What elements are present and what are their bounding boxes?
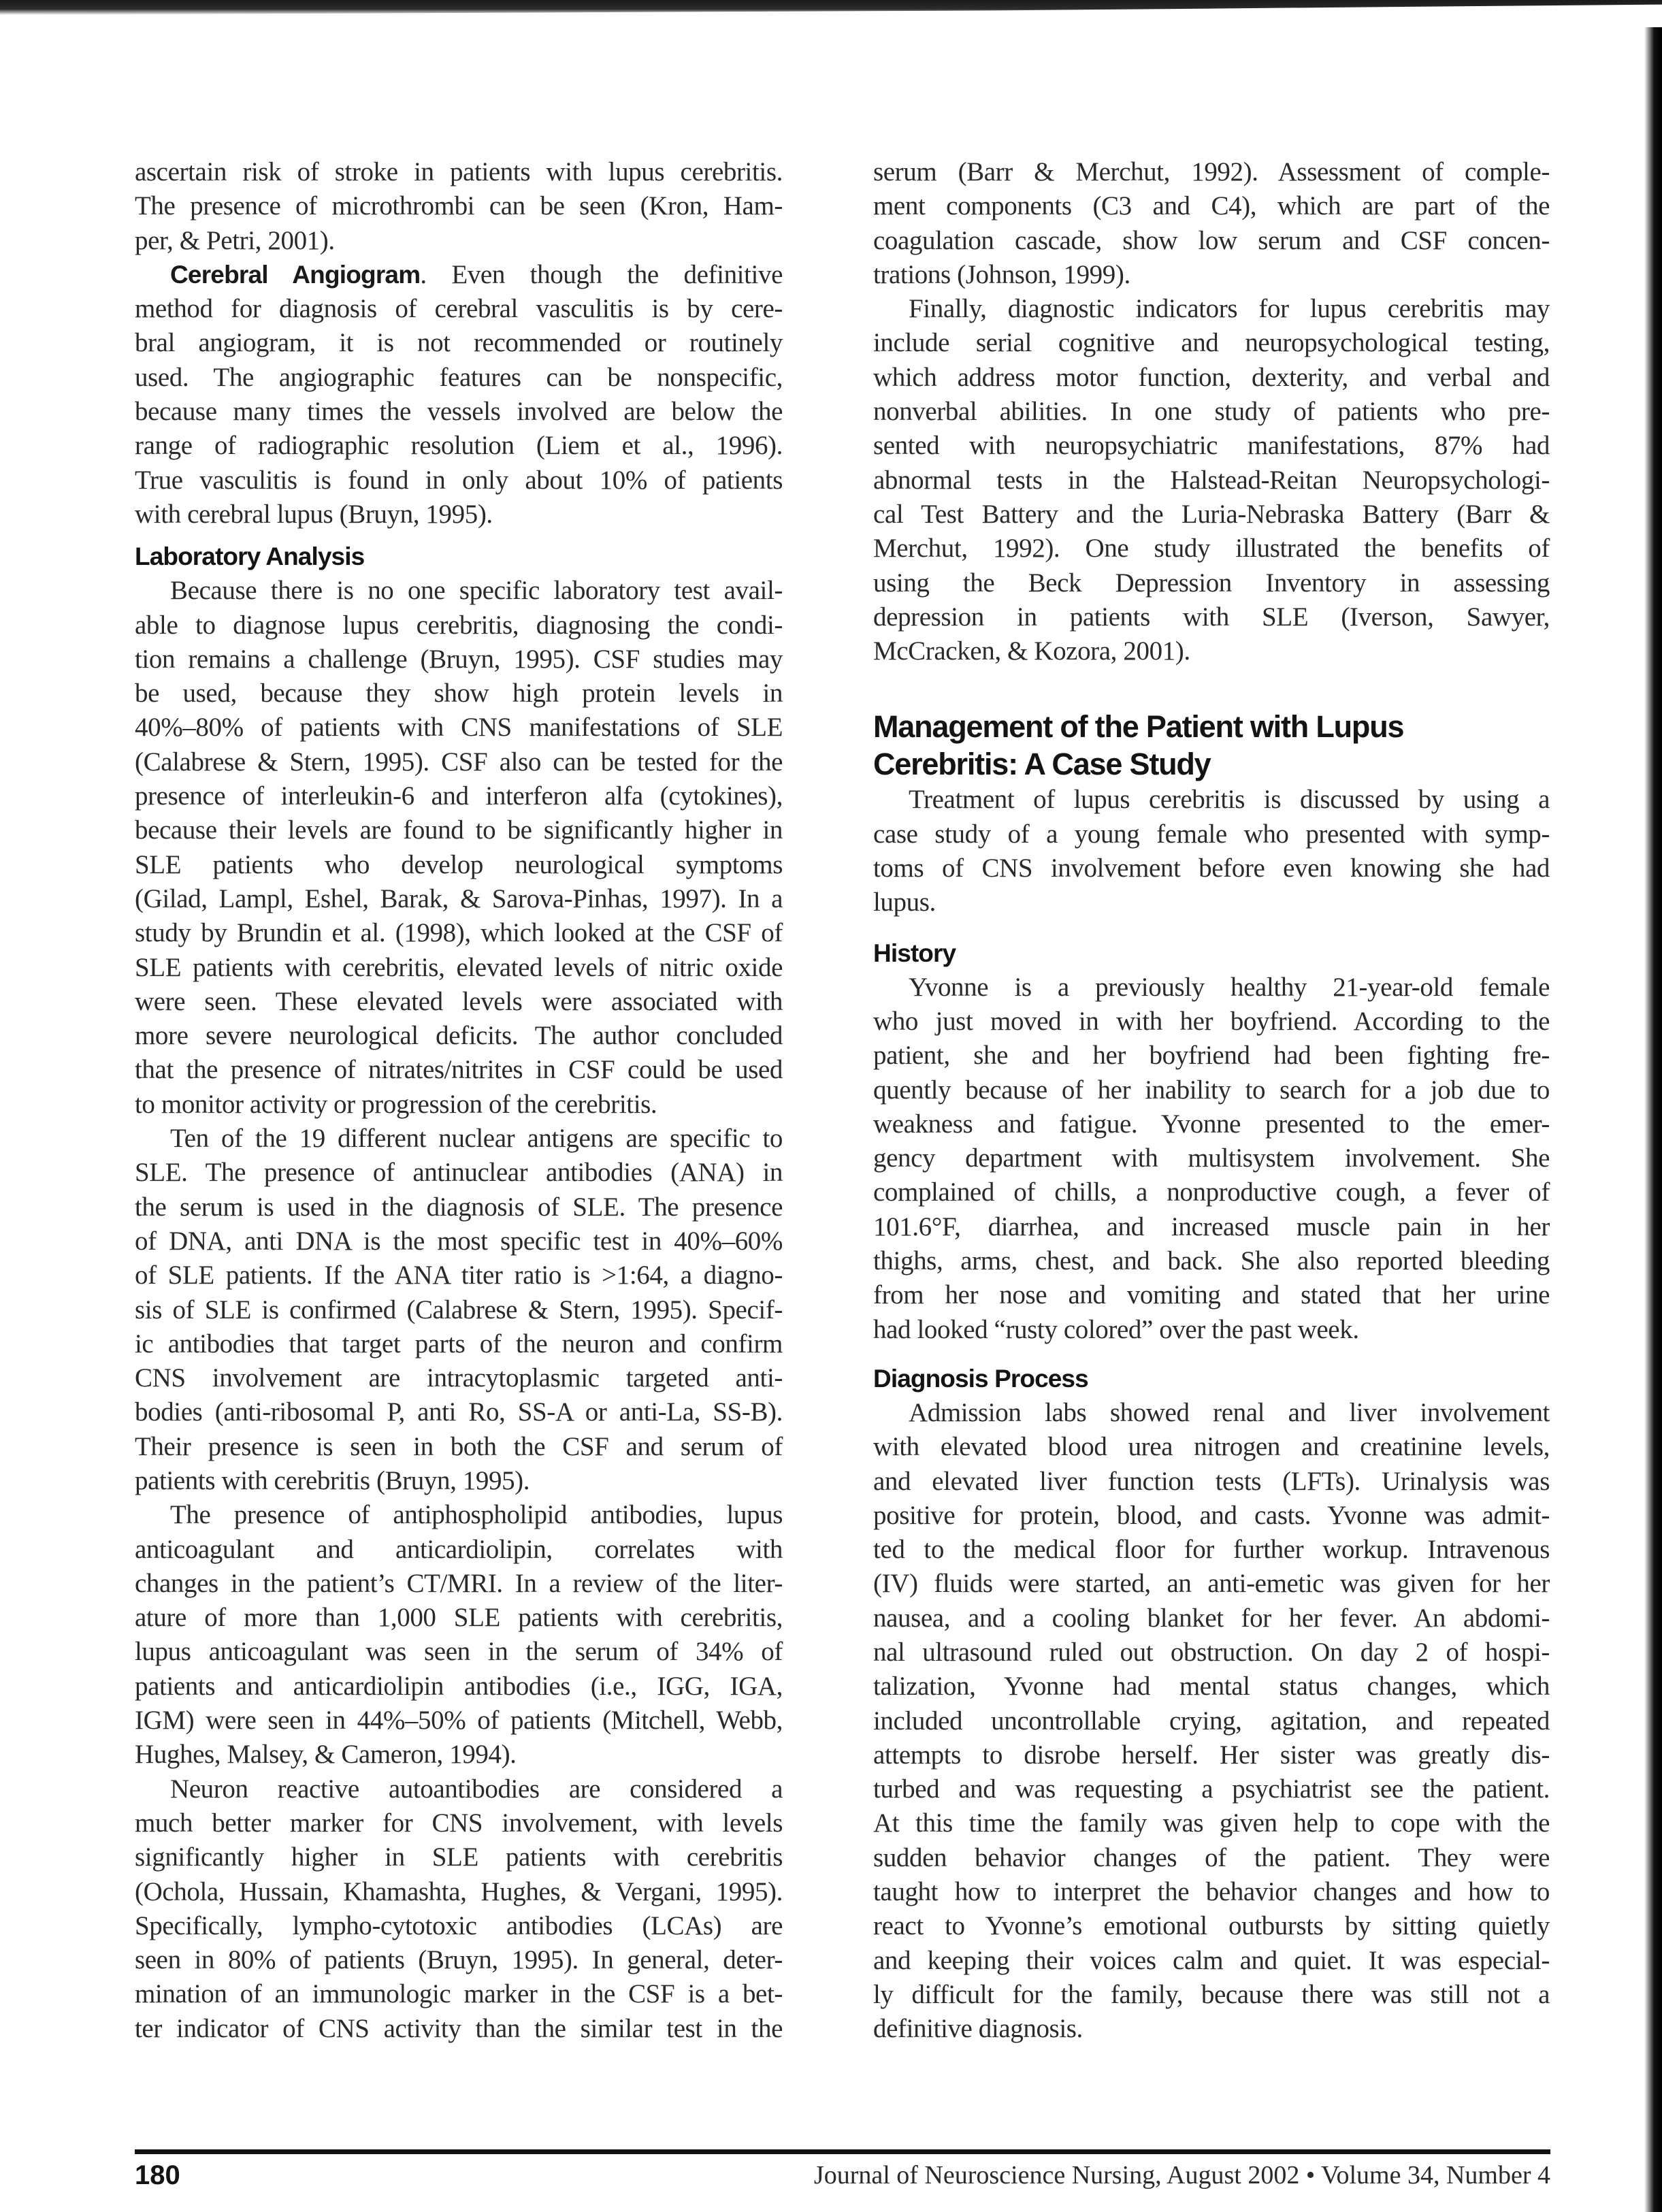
text-line: The presence of antiphospholipid antibodies, lupus [170, 1500, 783, 1530]
text-line: thighs, arms, chest, and back. She also reported bleeding [873, 1246, 1550, 1276]
text-line: (Ochola, Hussain, Khamashta, Hughes, & Vergani, 1995). [135, 1876, 783, 1906]
text-line: cal Test Battery and the Luria-Nebraska Battery (Barr & [873, 499, 1550, 529]
text-line: react to Yvonne’s emotional outbursts by sitting quietly [873, 1911, 1550, 1941]
text-line: which address motor function, dexterity, and verbal and [873, 362, 1550, 392]
heading-history: History [873, 939, 956, 967]
text-line: Merchut, 1992). One study illustrated the benefits of [873, 534, 1550, 564]
runin-heading-cerebral-angiogram: Cerebral Angiogram [170, 260, 421, 289]
text-line: were seen. These elevated levels were associated with [135, 986, 783, 1016]
text-line: Treatment of lupus cerebritis is discussed by using a [909, 785, 1550, 815]
text-line: quently because of her inability to search for a job due to [873, 1075, 1550, 1105]
text-line: ascertain risk of stroke in patients with lupus cerebritis. [135, 157, 783, 186]
text-line: bral angiogram, it is not recommended or routinely [135, 328, 783, 358]
text-line: of DNA, anti DNA is the most specific test in 40%–60% [135, 1226, 783, 1256]
text-line: weakness and fatigue. Yvonne presented to the emer- [873, 1109, 1550, 1139]
text-line: Because there is no one specific laboratory test avail- [170, 576, 783, 606]
text-line: because many times the vessels involved are below the [135, 397, 783, 427]
text-line: turbed and was requesting a psychiatrist see the patient. [873, 1774, 1550, 1804]
text-line: patient, she and her boyfriend had been fighting fre- [873, 1041, 1550, 1071]
text-line: Their presence is seen in both the CSF and serum of [135, 1431, 783, 1461]
text-line: from her nose and vomiting and stated that her urine [873, 1280, 1550, 1310]
text-line: Admission labs showed renal and liver involvement [909, 1397, 1550, 1427]
text-line: Ten of the 19 different nuclear antigens are specific to [170, 1124, 783, 1154]
text-line: sented with neuropsychiatric manifestations, 87% had [873, 431, 1550, 461]
text-line: with cerebral lupus (Bruyn, 1995). [135, 499, 493, 529]
text-line: SLE patients who develop neurological symptoms [135, 849, 783, 879]
text-line: Specifically, lympho-cytotoxic antibodies (LCAs) are [135, 1910, 783, 1940]
text-line: gency department with multisystem involvement. She [873, 1143, 1550, 1173]
text-line: and keeping their voices calm and quiet. It was especial- [873, 1945, 1550, 1975]
paragraph-laboratory [135, 574, 783, 1122]
text-line: be used, because they show high protein levels in [135, 679, 783, 709]
text-line: depression in patients with SLE (Iverson, Sawyer, [873, 602, 1550, 632]
text-line: range of radiographic resolution (Liem et al., 1996). [135, 431, 783, 461]
text-line: because their levels are found to be significantly higher in [135, 815, 783, 845]
paragraph-diagnostic-indicators [873, 292, 1550, 668]
text-line: coagulation cascade, show low serum and CSF concen- [873, 225, 1550, 255]
text-line: At this time the family was given help to cope with the [873, 1808, 1550, 1838]
text-line: IGM) were seen in 44%–50% of patients (Mitchell, Webb, [135, 1706, 783, 1736]
text-line: 101.6°F, diarrhea, and increased muscle pain in her [873, 1211, 1550, 1241]
text-line: mination of an immunologic marker in the CSF is a bet- [135, 1979, 783, 2009]
paragraph-antiphospholipid [135, 1498, 783, 1772]
text-line: Neuron reactive autoantibodies are considered a [170, 1774, 783, 1804]
text-line: able to diagnose lupus cerebritis, diagnosing the condi- [135, 610, 783, 640]
text-line: seen in 80% of patients (Bruyn, 1995). In general, deter- [135, 1945, 783, 1975]
text-line: (Calabrese & Stern, 1995). CSF also can be tested for the [135, 747, 783, 777]
paragraph-diagnosis [873, 1396, 1550, 2047]
scan-right-edge-shadow [1644, 27, 1662, 2212]
text-line: that the presence of nitrates/nitrites in CSF could be used [135, 1055, 783, 1085]
text-line: had looked “rusty colored” over the past week. [873, 1314, 1359, 1344]
text-line: with elevated blood urea nitrogen and creatinine levels, [873, 1432, 1550, 1462]
scan-top-edge-shadow [0, 0, 1662, 15]
text-line: sis of SLE is confirmed (Calabrese & Stern, 1995). Specif- [135, 1295, 783, 1324]
text-line: more severe neurological deficits. The author concluded [135, 1021, 783, 1051]
text-line: tion remains a challenge (Bruyn, 1995). CSF studies may [135, 644, 783, 674]
text-line: positive for protein, blood, and casts. Yvonne was admit- [873, 1500, 1550, 1530]
paragraph-intro [135, 155, 783, 258]
text-line: per, & Petri, 2001). [135, 225, 335, 255]
text-line: anticoagulant and anticardiolipin, correlates with [135, 1534, 783, 1564]
text-line: much better marker for CNS involvement, with levels [135, 1808, 783, 1838]
text-line: ted to the medical floor for further workup. Intravenous [873, 1535, 1550, 1565]
right-column [873, 155, 1550, 2047]
text-line: serum (Barr & Merchut, 1992). Assessment of comple- [873, 157, 1550, 186]
text-line: used. The angiographic features can be nonspecific, [135, 362, 783, 392]
text-line: method for diagnosis of cerebral vasculitis is by cere- [135, 294, 783, 324]
text-line: SLE. The presence of antinuclear antibodies (ANA) in [135, 1158, 783, 1188]
text-line: include serial cognitive and neuropsychological testing, [873, 328, 1550, 358]
paragraph-cerebral-angiogram [135, 258, 783, 532]
paragraph-neuron-reactive [135, 1772, 783, 2046]
footer-rule [135, 2149, 1550, 2154]
text-line: taught how to interpret the behavior changes and how to [873, 1877, 1550, 1907]
text-line: sudden behavior changes of the patient. They were [873, 1842, 1550, 1872]
text-line: Yvonne is a previously healthy 21-year-old female [909, 972, 1550, 1002]
paragraph-serum-continued [873, 155, 1550, 292]
paragraph-history [873, 971, 1550, 1347]
text-line: the serum is used in the diagnosis of SLE. The presence [135, 1192, 783, 1222]
text-line: presence of interleukin-6 and interferon alfa (cytokines), [135, 781, 783, 811]
text-line: SLE patients with cerebritis, elevated levels of nitric oxide [135, 952, 783, 982]
text-line: lupus anticoagulant was seen in the serum of 34% of [135, 1637, 783, 1667]
text-line: ment components (C3 and C4), which are part of the [873, 191, 1550, 221]
text-line: attempts to disrobe herself. Her sister was greatly dis- [873, 1740, 1550, 1770]
text-line: nonverbal abilities. In one study of patients who pre- [873, 397, 1550, 427]
text-line: CNS involvement are intracytoplasmic targeted anti- [135, 1363, 783, 1393]
text-line: lupus. [873, 888, 936, 917]
text-line [135, 258, 783, 292]
text-line: trations (Johnson, 1999). [873, 259, 1130, 289]
text-line: complained of chills, a nonproductive cough, a fever of [873, 1177, 1550, 1207]
text-line: Hughes, Malsey, & Cameron, 1994). [135, 1740, 517, 1770]
text-line: toms of CNS involvement before even knowing she had [873, 853, 1550, 883]
text-fragment: . Even though the definitive [420, 259, 783, 289]
text-line: (Gilad, Lampl, Eshel, Barak, & Sarova-Pinhas, 1997). In a [135, 883, 783, 913]
journal-citation: Journal of Neuroscience Nursing, August 2002 • Volume 34, Number 4 [813, 2161, 1550, 2190]
text-line: talization, Yvonne had mental status changes, which [873, 1672, 1550, 1702]
text-line: ly difficult for the family, because there was still not a [873, 1979, 1550, 2009]
text-line: case study of a young female who presented with symp- [873, 819, 1550, 849]
text-line: who just moved in with her boyfriend. According to the [873, 1006, 1550, 1036]
text-line: ter indicator of CNS activity than the similar test in the [135, 2013, 783, 2043]
text-line: using the Beck Depression Inventory in assessing [873, 568, 1550, 598]
text-line: changes in the patient’s CT/MRI. In a review of the liter- [135, 1568, 783, 1598]
text-line: of SLE patients. If the ANA titer ratio is >1:64, a diagno- [135, 1260, 783, 1290]
heading-line: Cerebritis: A Case Study [873, 747, 1211, 782]
text-line: and elevated liver function tests (LFTs). Urinalysis was [873, 1466, 1550, 1496]
text-line: ic antibodies that target parts of the neuron and confirm [135, 1329, 783, 1359]
paragraph-treatment [873, 783, 1550, 920]
text-line: McCracken, & Kozora, 2001). [873, 636, 1190, 666]
text-line: patients and anticardiolipin antibodies (i.e., IGG, IGA, [135, 1671, 783, 1701]
text-line: to monitor activity or progression of the cerebritis. [135, 1089, 657, 1119]
text-line: (IV) fluids were started, an anti-emetic was given for her [873, 1569, 1550, 1599]
text-line: abnormal tests in the Halstead-Reitan Neuropsychologi- [873, 465, 1550, 495]
text-line: included uncontrollable crying, agitation, and repeated [873, 1706, 1550, 1736]
heading-line: Management of the Patient with Lupus [873, 709, 1404, 745]
text-line: patients with cerebritis (Bruyn, 1995). [135, 1465, 530, 1495]
text-line: study by Brundin et al. (1998), which looked at the CSF of [135, 918, 783, 948]
heading-laboratory-analysis: Laboratory Analysis [135, 542, 365, 571]
text-line: nausea, and a cooling blanket for her fever. An abdomi- [873, 1603, 1550, 1633]
text-line: True vasculitis is found in only about 10% of patients [135, 465, 783, 495]
section-heading-management [873, 708, 1550, 783]
left-column [135, 155, 783, 2046]
paragraph-nuclear-antigens [135, 1122, 783, 1498]
text-line: Finally, diagnostic indicators for lupus cerebritis may [909, 294, 1550, 324]
text-line: significantly higher in SLE patients with cerebritis [135, 1842, 783, 1872]
text-line: bodies (anti-ribosomal P, anti Ro, SS-A or anti-La, SS-B). [135, 1397, 783, 1427]
text-line: 40%–80% of patients with CNS manifestations of SLE [135, 713, 783, 743]
text-line: nal ultrasound ruled out obstruction. On day 2 of hospi- [873, 1637, 1550, 1667]
text-line: ature of more than 1,000 SLE patients with cerebritis, [135, 1603, 783, 1633]
text-line: The presence of microthrombi can be seen (Kron, Ham- [135, 191, 783, 221]
heading-diagnosis-process: Diagnosis Process [873, 1364, 1088, 1393]
page-number: 180 [135, 2160, 180, 2190]
text-line: definitive diagnosis. [873, 2014, 1083, 2044]
